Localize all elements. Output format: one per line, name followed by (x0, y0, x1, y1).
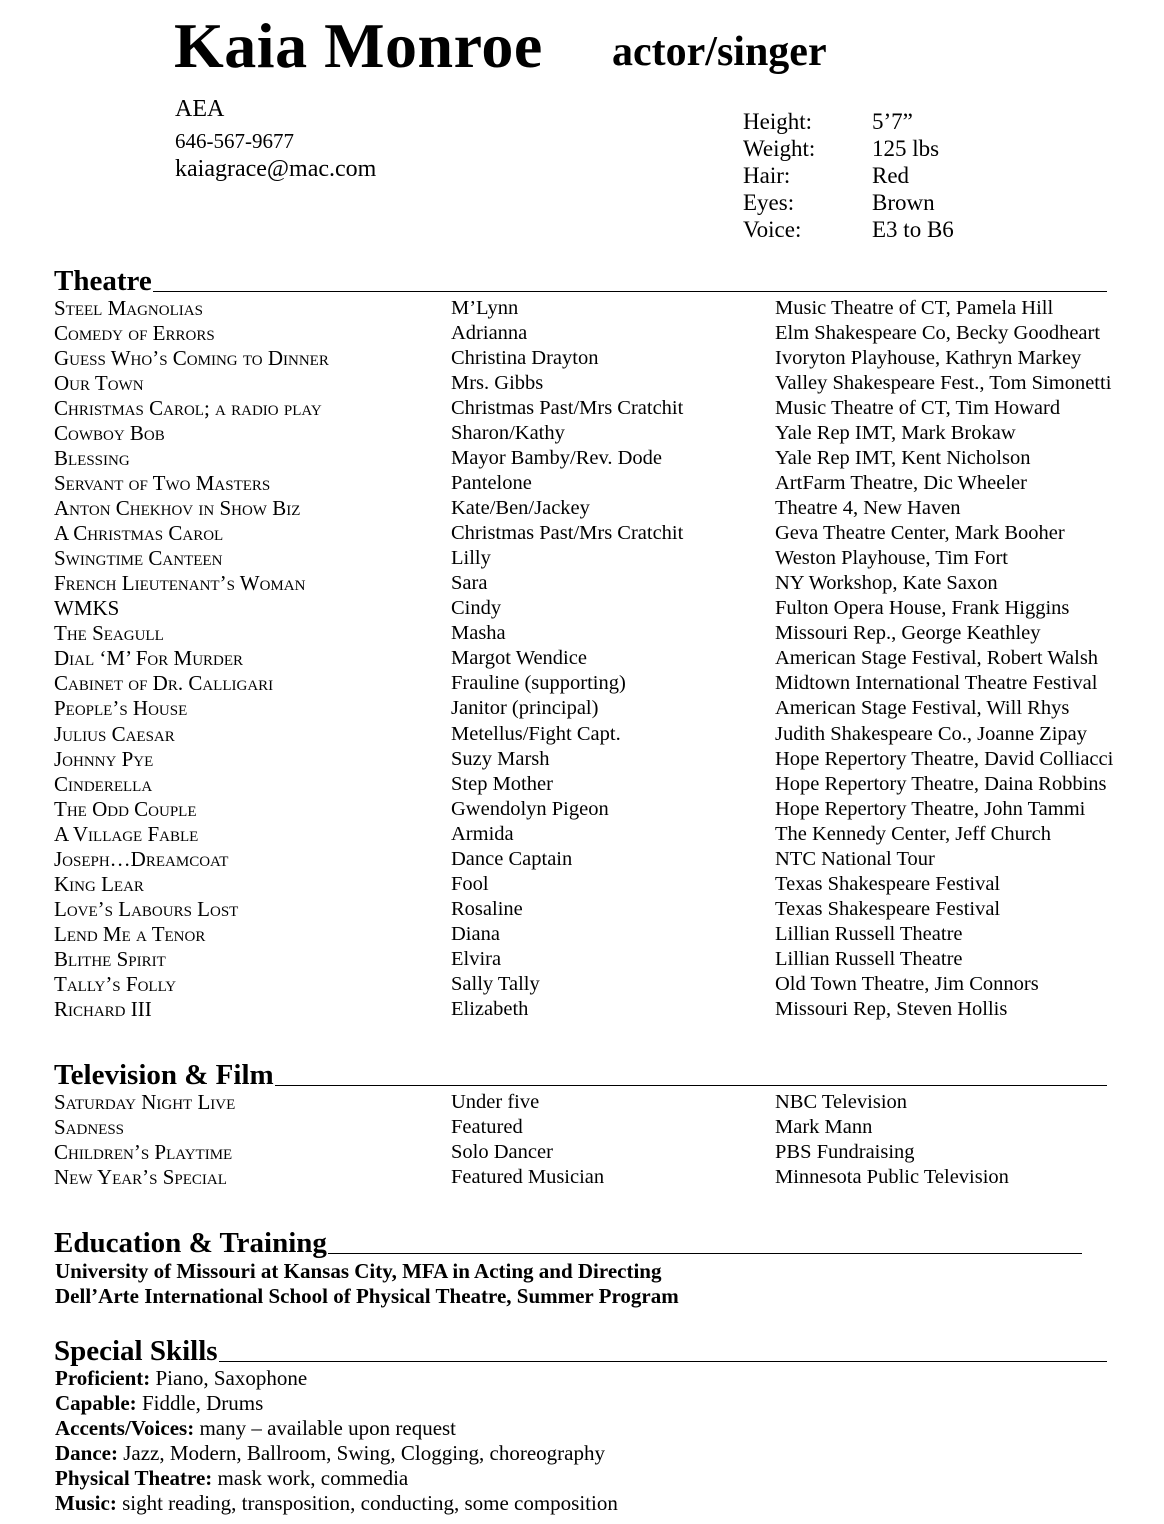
credit-role: Metellus/Fight Capt. (451, 722, 621, 745)
stat-label: Hair: (743, 163, 791, 188)
credit-company: ArtFarm Theatre, Dic Wheeler (775, 472, 1027, 495)
education-heading (54, 1224, 1082, 1258)
stat-value: Red (872, 163, 910, 188)
credit-company: Hope Repertory Theatre, John Tammi (775, 797, 1086, 820)
actor-role: actor/singer (612, 29, 827, 75)
credit-company: Weston Playhouse, Tim Fort (775, 547, 1008, 570)
credit-title: A Village Fable (54, 821, 199, 846)
credit-row (0, 321, 1164, 346)
credit-row (0, 546, 1164, 571)
credit-row (0, 872, 1164, 897)
credit-role: Rosaline (451, 897, 523, 920)
credit-role: Featured (451, 1116, 523, 1138)
credit-row (0, 1115, 1164, 1140)
credit-role: Kate/Ben/Jackey (451, 497, 590, 520)
skill-accents (55, 1416, 456, 1441)
section-rule (219, 1361, 1107, 1362)
section-title: Education & Training (54, 1227, 327, 1259)
credit-role: Diana (451, 922, 500, 945)
credit-role: Armida (451, 822, 514, 845)
stat-value: 5’7” (872, 109, 913, 134)
actor-name: Kaia Monroe (174, 10, 543, 81)
tv-film-heading (54, 1056, 1107, 1090)
credit-row (0, 1165, 1164, 1190)
credit-title: WMKS (54, 596, 120, 621)
credit-title: King Lear (54, 871, 144, 896)
credit-row (0, 296, 1164, 321)
theatre-heading (54, 262, 1107, 296)
credit-title: A Christmas Carol (54, 521, 224, 546)
credit-company: Fulton Opera House, Frank Higgins (775, 597, 1070, 620)
credit-row (0, 421, 1164, 446)
skill-capable (55, 1391, 263, 1416)
credit-role: Sara (451, 572, 488, 595)
credit-title: Cinderella (54, 771, 153, 796)
credit-row (0, 772, 1164, 797)
credit-title: Comedy of Errors (54, 321, 215, 346)
credit-company: Yale Rep IMT, Mark Brokaw (775, 422, 1016, 445)
credit-title: The Seagull (54, 621, 164, 646)
skill-label: Proficient: (55, 1366, 151, 1390)
credit-title: The Odd Couple (54, 796, 197, 821)
stat-value: E3 to B6 (872, 217, 954, 242)
credit-row (0, 822, 1164, 847)
credit-title: Julius Caesar (54, 721, 175, 746)
credit-title: Servant of Two Masters (54, 471, 271, 496)
credit-title: Our Town (54, 371, 144, 396)
skill-text: Piano, Saxophone (150, 1366, 308, 1390)
credit-company: Texas Shakespeare Festival (775, 897, 1001, 920)
credit-company: Music Theatre of CT, Pamela Hill (775, 297, 1054, 319)
credit-role: Christmas Past/Mrs Cratchit (451, 397, 684, 420)
skills-heading (54, 1332, 1107, 1366)
credit-company: American Stage Festival, Robert Walsh (775, 647, 1099, 670)
credit-row (0, 897, 1164, 922)
credit-title: Swingtime Canteen (54, 546, 223, 571)
credit-role: Cindy (451, 597, 502, 620)
credit-role: Lilly (451, 547, 491, 570)
section-title: Theatre (54, 265, 152, 297)
credit-row (0, 371, 1164, 396)
credit-company: Missouri Rep., George Keathley (775, 622, 1041, 645)
skill-music (55, 1491, 618, 1516)
credit-row (0, 847, 1164, 872)
credit-company: American Stage Festival, Will Rhys (775, 697, 1070, 720)
credit-title: Dial ‘M’ For Murder (54, 646, 244, 671)
stat-label: Voice: (743, 217, 802, 242)
credit-row (0, 747, 1164, 772)
credit-title: Tally’s Folly (54, 971, 177, 996)
credit-row (0, 346, 1164, 371)
credit-title: New Year’s Special (54, 1165, 227, 1189)
credit-company: Texas Shakespeare Festival (775, 872, 1001, 895)
credit-title: French Lieutenant’s Woman (54, 571, 306, 596)
skill-text: sight reading, transposition, conducting, some composition (116, 1491, 618, 1515)
credit-row (0, 1090, 1164, 1115)
stat-value: 125 lbs (872, 136, 940, 161)
section-rule (275, 1085, 1107, 1086)
credit-company: Lillian Russell Theatre (775, 947, 963, 970)
credit-role: Christmas Past/Mrs Cratchit (451, 522, 684, 545)
credit-company: Judith Shakespeare Co., Joanne Zipay (775, 722, 1087, 745)
credit-row (0, 396, 1164, 421)
credit-role: Step Mother (451, 772, 553, 795)
credit-row (0, 646, 1164, 671)
credit-role: Christina Drayton (451, 347, 599, 370)
section-rule (153, 291, 1107, 292)
skill-label: Dance: (55, 1441, 118, 1465)
credit-company: NTC National Tour (775, 847, 935, 870)
credit-company: Hope Repertory Theatre, Daina Robbins (775, 772, 1107, 795)
credit-company: Geva Theatre Center, Mark Booher (775, 522, 1065, 545)
education-item: Dell’Arte International School of Physical Theatre, Summer Program (55, 1284, 679, 1308)
credit-company: Hope Repertory Theatre, David Colliacci (775, 747, 1114, 770)
credit-row (0, 947, 1164, 972)
credit-row (0, 972, 1164, 997)
skill-text: many – available upon request (194, 1416, 457, 1440)
credit-row (0, 521, 1164, 546)
credit-title: Blessing (54, 446, 130, 471)
credit-role: Solo Dancer (451, 1141, 553, 1163)
skill-label: Capable: (55, 1391, 137, 1415)
stat-label: Eyes: (743, 190, 795, 215)
credit-company: Ivoryton Playhouse, Kathryn Markey (775, 347, 1082, 370)
credit-title: Saturday Night Live (54, 1090, 236, 1114)
credit-row (0, 621, 1164, 646)
credit-company: Missouri Rep, Steven Hollis (775, 997, 1008, 1020)
credit-title: Lend Me a Tenor (54, 921, 206, 946)
credit-title: Love’s Labours Lost (54, 896, 239, 921)
skill-text: Fiddle, Drums (136, 1391, 264, 1415)
credit-title: Anton Chekhov in Show Biz (54, 496, 301, 521)
credit-row (0, 696, 1164, 721)
credit-title: Richard III (54, 996, 152, 1021)
section-rule (328, 1253, 1082, 1254)
credit-row (0, 997, 1164, 1022)
credit-role: Mayor Bamby/Rev. Dode (451, 447, 663, 470)
credit-company: Valley Shakespeare Fest., Tom Simonetti (775, 372, 1112, 395)
section-title: Special Skills (54, 1335, 218, 1367)
education-item: University of Missouri at Kansas City, MFA in Acting and Directing (55, 1259, 662, 1283)
credit-title: Children’s Playtime (54, 1140, 233, 1164)
credit-role: Adrianna (451, 322, 528, 345)
credit-row (0, 471, 1164, 496)
email-address: kaiagrace@mac.com (175, 156, 377, 182)
credit-role: Featured Musician (451, 1166, 605, 1188)
credit-row (0, 571, 1164, 596)
credit-company: Lillian Russell Theatre (775, 922, 963, 945)
credit-row (0, 496, 1164, 521)
credit-company: Elm Shakespeare Co, Becky Goodheart (775, 322, 1101, 345)
phone-number: 646-567-9677 (175, 129, 294, 153)
credit-title: Johnny Pye (54, 746, 154, 771)
credit-title: Cabinet of Dr. Calligari (54, 671, 274, 696)
credit-title: Guess Who’s Coming to Dinner (54, 346, 329, 371)
union-affiliation: AEA (175, 96, 225, 122)
skill-proficient (55, 1366, 307, 1391)
credit-company: Minnesota Public Television (775, 1166, 1009, 1188)
credit-role: Pantelone (451, 472, 532, 495)
credit-company: Yale Rep IMT, Kent Nicholson (775, 447, 1031, 470)
skill-label: Music: (55, 1491, 117, 1515)
section-title: Television & Film (54, 1059, 274, 1091)
credit-company: Music Theatre of CT, Tim Howard (775, 397, 1061, 420)
credit-company: Midtown International Theatre Festival (775, 672, 1098, 695)
credit-row (0, 922, 1164, 947)
skill-text: mask work, commedia (212, 1466, 409, 1490)
credit-company: Mark Mann (775, 1116, 873, 1138)
credit-role: Masha (451, 622, 506, 645)
stat-label: Height: (743, 109, 812, 134)
credit-title: Blithe Spirit (54, 946, 166, 971)
skill-label: Accents/Voices: (55, 1416, 195, 1440)
skill-label: Physical Theatre: (55, 1466, 213, 1490)
credit-role: Under five (451, 1091, 540, 1113)
credit-title: Joseph…Dreamcoat (54, 846, 229, 871)
credit-row (0, 1140, 1164, 1165)
credit-row (0, 446, 1164, 471)
credit-title: Steel Magnolias (54, 296, 203, 320)
credit-title: Christmas Carol; a radio play (54, 396, 322, 421)
skill-physical-theatre (55, 1466, 408, 1491)
credit-company: NBC Television (775, 1091, 908, 1113)
credit-role: Frauline (supporting) (451, 672, 626, 695)
credit-company: Theatre 4, New Haven (775, 497, 961, 520)
stat-value: Brown (872, 190, 935, 215)
credit-role: Elvira (451, 947, 502, 970)
credit-row (0, 797, 1164, 822)
credit-role: Mrs. Gibbs (451, 372, 544, 395)
credit-company: Old Town Theatre, Jim Connors (775, 972, 1039, 995)
credit-role: M’Lynn (451, 297, 519, 319)
credit-role: Elizabeth (451, 997, 529, 1020)
credit-role: Margot Wendice (451, 647, 587, 670)
credit-role: Sally Tally (451, 972, 540, 995)
credit-company: The Kennedy Center, Jeff Church (775, 822, 1052, 845)
credit-role: Janitor (principal) (451, 697, 599, 720)
credit-role: Fool (451, 872, 489, 895)
credit-role: Gwendolyn Pigeon (451, 797, 609, 820)
credit-company: PBS Fundraising (775, 1141, 915, 1163)
credit-row (0, 671, 1164, 696)
credit-row (0, 722, 1164, 747)
skill-text: Jazz, Modern, Ballroom, Swing, Clogging, choreography (117, 1441, 605, 1465)
credit-title: Sadness (54, 1115, 125, 1139)
credit-title: Cowboy Bob (54, 421, 165, 446)
credit-row (0, 596, 1164, 621)
credit-company: NY Workshop, Kate Saxon (775, 572, 998, 595)
skill-dance (55, 1441, 605, 1466)
credit-role: Sharon/Kathy (451, 422, 565, 445)
credit-role: Suzy Marsh (451, 747, 550, 770)
stat-label: Weight: (743, 136, 816, 161)
credit-title: People’s House (54, 696, 188, 721)
credit-role: Dance Captain (451, 847, 573, 870)
